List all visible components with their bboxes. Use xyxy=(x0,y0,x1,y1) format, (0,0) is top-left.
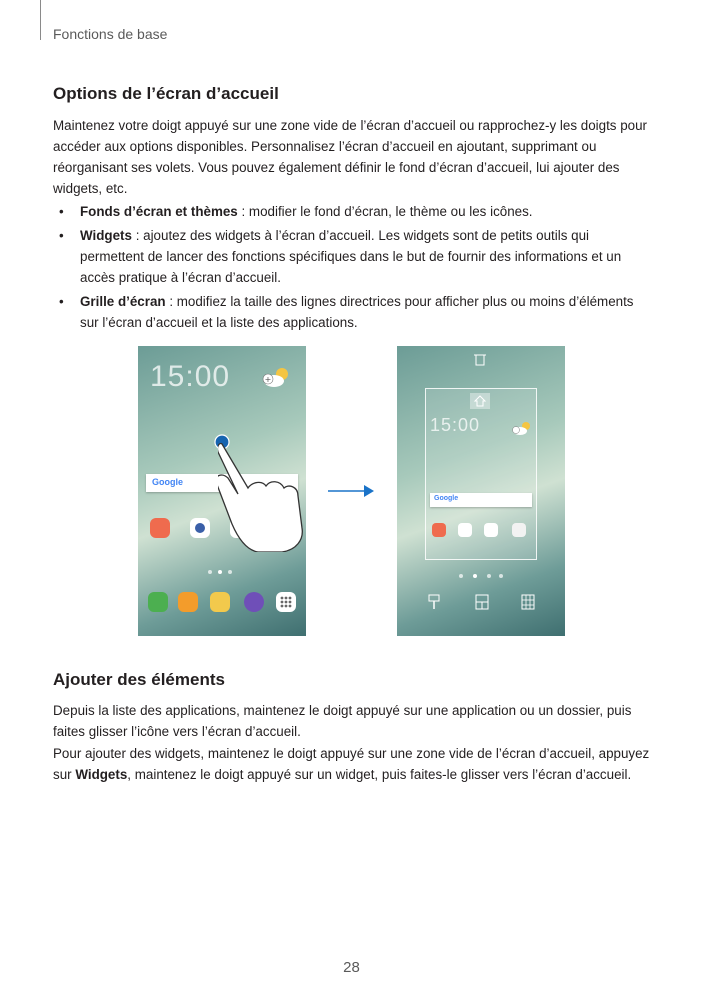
apps-grid-icon xyxy=(276,592,296,612)
add-paragraph-2 xyxy=(53,743,653,785)
hand-gesture-icon xyxy=(218,442,306,557)
messages-app-icon xyxy=(210,592,230,612)
google-search-bar xyxy=(430,493,532,507)
bullet-item-grid xyxy=(53,291,653,333)
bullet-text: : modifier le fond d’écran, le thème ou les icônes. xyxy=(237,204,533,219)
clock-text: 15:00 xyxy=(430,415,481,435)
page-indicator-dot xyxy=(473,574,477,578)
add-page-icon xyxy=(499,574,503,578)
header-rule xyxy=(40,0,41,40)
section-title-options: Options de l’écran d’accueil xyxy=(53,84,279,103)
camera-app-icon xyxy=(190,518,210,538)
running-head: Fonctions de base xyxy=(53,26,168,42)
screen-grid-icon xyxy=(521,594,535,615)
bullet-item-wallpapers xyxy=(53,201,653,222)
transition-arrow-icon xyxy=(326,482,376,505)
page-indicator-dot xyxy=(228,570,232,574)
svg-text:+: + xyxy=(264,375,272,384)
page-number: 28 xyxy=(343,959,360,976)
clock-text: 15:00 xyxy=(150,360,231,393)
phone-app-icon xyxy=(148,592,168,612)
bullet-text: : ajoutez des widgets à l’écran d’accueil. Les widgets sont de petits outils qui permettent de lancer des fonctions spécifiques dans le but de fournir des informations et un accès pratique à l’écran d’accueil. xyxy=(80,228,622,285)
page-indicator-dot xyxy=(487,574,491,578)
weather-widget-icon xyxy=(510,419,534,442)
bullet-term: Grille d’écran xyxy=(80,294,166,309)
widgets-icon xyxy=(475,594,489,615)
options-bullet-list xyxy=(53,201,653,336)
contacts-app-icon xyxy=(178,592,198,612)
home-indicator-icon xyxy=(470,393,490,409)
options-intro-paragraph: Maintenez votre doigt appuyé sur une zone vide de l’écran d’accueil ou rapprochez-y les doigts pour accéder aux options disponibles. Personnalisez l’écran d’accueil en ajoutant, supprimant ou réorganisant ses volets. Vous pouvez également définir le fond d’écran d’accueil, lui ajouter des widgets, etc. xyxy=(53,118,648,196)
home-screen-edit-illustration xyxy=(397,346,565,636)
widgets-term: Widgets xyxy=(75,767,128,782)
section-title-add: Ajouter des éléments xyxy=(53,670,225,689)
add-paragraph-1: Depuis la liste des applications, maintenez le doigt appuyé sur une application ou un dossier, puis faites glisser l’icône vers l’écran d’accueil. xyxy=(53,703,632,739)
add-paragraph-2-start: Pour ajouter des widgets, maintenez le doigt appuyé sur une zone vide de l’écran d’accueil, appuyez sur xyxy=(53,746,650,782)
bullet-dot: • xyxy=(59,228,64,243)
bullet-term: Widgets xyxy=(80,228,132,243)
bullet-dot: • xyxy=(59,204,64,219)
page-indicator-dot xyxy=(459,574,463,578)
add-paragraph-2-end: , maintenez le doigt appuyé sur un widget, puis faites-le glisser vers l’écran d’accueil. xyxy=(127,767,632,782)
wallpaper-themes-icon xyxy=(427,594,441,615)
bullet-term: Fonds d’écran et thèmes xyxy=(80,204,238,219)
bullet-item-widgets xyxy=(53,225,653,288)
email-app-icon xyxy=(432,523,446,537)
home-panel-preview xyxy=(425,388,537,560)
bullet-text: : modifiez la taille des lignes directrices pour afficher plus ou moins d’éléments sur l’écran d’accueil et la liste des applications. xyxy=(80,294,634,330)
trash-icon xyxy=(474,352,486,369)
page-indicator-dot xyxy=(218,570,222,574)
page-indicator-dot xyxy=(208,570,212,574)
internet-app-icon xyxy=(244,592,264,612)
folder-app-icon xyxy=(512,523,526,537)
google-logo: Google xyxy=(434,495,459,502)
camera-app-icon xyxy=(458,523,472,537)
email-app-icon xyxy=(150,518,170,538)
bullet-dot: • xyxy=(59,294,64,309)
play-store-icon xyxy=(484,523,498,537)
weather-widget-icon xyxy=(260,364,294,395)
google-logo: Google xyxy=(152,477,183,487)
home-screen-illustration xyxy=(138,346,306,636)
